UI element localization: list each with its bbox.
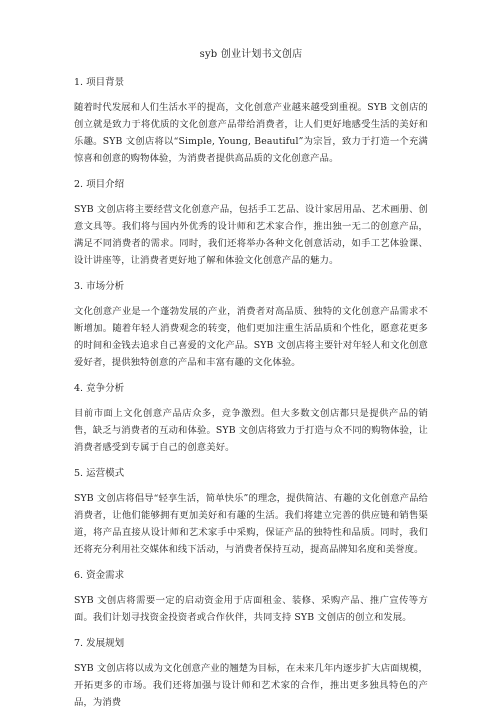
section-heading: 7. 发展规划	[74, 638, 125, 649]
section-body: SYB 文创店将需要一定的启动资金用于店面租金、装修、采购产品、推广宣传等方面。我们计划寻找资金投资者或合作伙伴，共同支持 SYB 文创店的创立和发展。	[74, 595, 428, 623]
section-competition-analysis	[74, 382, 428, 456]
section-development-plan	[74, 637, 428, 711]
section-body: 随着时代发展和人们生活水平的提高，文化创意产业越来越受到重视。SYB 文创店的创立就是致力于将优质的文化创意产品带给消费者，让人们更好地感受生活的美好和乐趣。SYB 文创店将以“Simple, Young, Beautiful”为宗旨，致力于打造一个充满惊喜和创意的购物体验，为消费者提供高品质的文化创意产品。	[74, 102, 428, 164]
section-funding-needs	[74, 569, 428, 626]
section-project-introduction	[74, 178, 428, 269]
section-heading: 3. 市场分析	[74, 281, 125, 292]
section-operating-model	[74, 467, 428, 558]
section-body: SYB 文创店将主要经营文化创意产品，包括手工艺品、设计家居用品、艺术画册、创意文具等。我们将与国内外优秀的设计师和艺术家合作，推出独一无二的创意产品，满足不同消费者的需求。同时，我们还将举办各种文化创意活动，如手工艺体验课、设计讲座等，让消费者更好地了解和体验文化创意产品的魅力。	[74, 204, 428, 266]
section-heading: 2. 项目介绍	[74, 179, 125, 190]
section-body: 目前市面上文化创意产品店众多，竞争激烈。但大多数文创店都只是提供产品的销售，缺乏与消费者的互动和体验。SYB 文创店将致力于打造与众不同的购物体验，让消费者感受到专属于自己的创意美好。	[74, 408, 428, 453]
section-body: 文化创意产业是一个蓬勃发展的产业，消费者对高品质、独特的文化创意产品需求不断增加。随着年轻人消费观念的转变，他们更加注重生活品质和个性化，愿意花更多的时间和金钱去追求自己喜爱的文化产品。SYB 文创店将主要针对年轻人和文化创意爱好者，提供独特创意的产品和丰富有趣的文化体验。	[74, 306, 428, 368]
document-title: syb 创业计划书文创店	[199, 49, 303, 60]
section-body: SYB 文创店将以成为文化创意产业的翘楚为目标，在未来几年内逐步扩大店面规模，开拓更多的市场。我们还将加强与设计师和艺术家的合作，推出更多独具特色的产品，为消费	[74, 663, 428, 708]
section-market-analysis	[74, 280, 428, 371]
section-heading: 5. 运营模式	[74, 468, 125, 479]
section-heading: 4. 竞争分析	[74, 383, 125, 394]
section-heading: 6. 资金需求	[74, 570, 125, 581]
section-body: SYB 文创店将倡导“轻享生活，简单快乐”的理念，提供简洁、有趣的文化创意产品给消费者，让他们能够拥有更加美好和有趣的生活。我们将建立完善的供应链和销售渠道，将产品直接从设计师和艺术家手中采购，保证产品的独特性和品质。同时，我们还将充分利用社交媒体和线下活动，与消费者保持互动，提高品牌知名度和美誉度。	[74, 493, 428, 555]
section-heading: 1. 项目背景	[74, 77, 125, 88]
section-project-background	[74, 76, 428, 167]
